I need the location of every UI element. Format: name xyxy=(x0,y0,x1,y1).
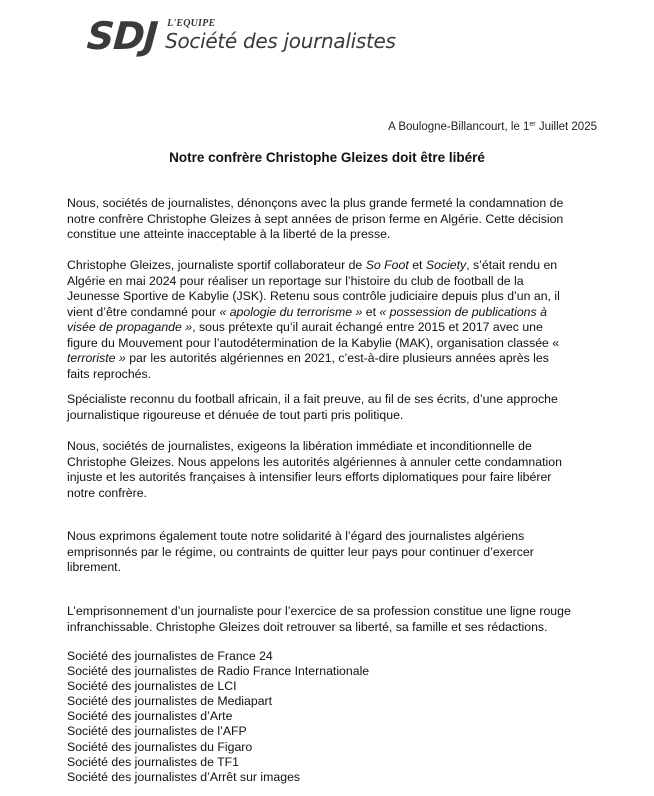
text-line: notre confrère Christophe Gleizes à sept années de prison ferme en Algérie. Cette décision xyxy=(67,211,564,226)
text-line: figure du Mouvement pour l’autodétermination de la Kabylie (MAK), organisation classée « xyxy=(67,335,560,350)
logo-initials: SDJ xyxy=(85,14,159,58)
publication-name: So Foot xyxy=(365,258,409,272)
text-line: constitue une atteinte inacceptable à la liberté de la presse. xyxy=(67,227,391,241)
logo-publication: L'EQUIPE xyxy=(167,18,216,29)
dateline-prefix: A Boulogne-Billancourt, le 1 xyxy=(388,121,530,133)
text-line: injuste et les autorités françaises à intensifier leurs efforts diplomatiques pour faire libérer xyxy=(67,470,552,484)
text-line: faits reprochés. xyxy=(67,366,152,381)
signatory-item: Société des journalistes de l’AFP xyxy=(67,724,247,739)
sdj-logo xyxy=(87,14,396,64)
signatory-item: Société des journalistes de Radio France Internationale xyxy=(67,664,370,679)
signatory-item: Société des journalistes de TF1 xyxy=(67,754,240,769)
text-line: Jeunesse Sportive de Kabylie (JSK). Retenu sous contrôle judiciaire depuis plus d’un an, il xyxy=(67,289,560,303)
text-line: Algérie en mai 2024 pour réaliser un reportage sur l’histoire du club de football de la xyxy=(67,273,524,288)
signatory-item: Société des journalistes de Mediapart xyxy=(67,694,273,709)
paragraph-conclusion xyxy=(67,604,607,635)
charge-quote: visée de propagande » xyxy=(67,320,193,334)
text-line: Spécialiste reconnu du football africain, il a fait preuve, au fil de ses écrits, d’une approche xyxy=(67,392,558,406)
text-line xyxy=(67,258,607,274)
text-line: journalistique rigoureuse et dénuée de tout parti pris politique. xyxy=(67,407,404,422)
text-line: L’emprisonnement d’un journaliste pour l’exercice de sa profession constitue une ligne rouge xyxy=(67,604,571,618)
text-run: vient d’être condamné pour xyxy=(67,304,220,319)
paragraph-specialist xyxy=(67,392,607,423)
text-line: Nous exprimons également toute notre solidarité à l’égard des journalistes algériens xyxy=(67,529,525,543)
text-run: Christophe Gleizes, journaliste sportif collaborateur de xyxy=(67,258,366,272)
text-run: et xyxy=(362,304,380,319)
paragraph-background xyxy=(67,258,607,382)
signatories-list xyxy=(67,649,607,785)
text-line: infranchissable. Christophe Gleizes doit retrouver sa liberté, sa famille et ses rédactions. xyxy=(67,619,548,634)
text-line: Christophe Gleizes. Nous appelons les autorités algériennes à annuler cette condamnation xyxy=(67,454,562,469)
text-line xyxy=(67,320,607,336)
publication-name: Society xyxy=(425,258,467,272)
text-line xyxy=(67,351,607,367)
text-run: , sous prétexte qu’il aurait échangé entre 2015 et 2017 avec une xyxy=(192,320,543,334)
signatory-item: Société des journalistes d’Arte xyxy=(67,709,233,724)
signatory-item: Société des journalistes du Figaro xyxy=(67,739,253,754)
dateline-superscript: er xyxy=(529,121,536,128)
signatory-item: Société des journalistes de LCI xyxy=(67,679,237,694)
text-run: par les autorités algériennes en 2021, c’est-à-dire plusieurs années après les xyxy=(125,351,549,365)
text-line: emprisonnés par le régime, ou contraints de quitter leur pays pour continuer d’exercer xyxy=(67,544,534,559)
charge-quote: « apologie du terrorisme » xyxy=(219,304,363,319)
document-title: Notre confrère Christophe Gleizes doit être libéré xyxy=(169,150,485,165)
text-line: librement. xyxy=(67,560,121,574)
paragraph-demand xyxy=(67,439,607,501)
logo-subtitle: Société des journalistes xyxy=(165,29,396,53)
text-line: notre confrère. xyxy=(67,485,147,500)
text-line: Nous, sociétés de journalistes, dénonçons avec la plus grande fermeté la condamnation de xyxy=(67,196,564,210)
signatory-item: Société des journalistes de France 24 xyxy=(67,649,273,663)
logo-text-block xyxy=(165,14,396,51)
dateline-suffix: Juillet 2025 xyxy=(535,121,597,133)
classification-quote: terroriste » xyxy=(67,351,126,365)
signatory-item: Société des journalistes d’Arrêt sur images xyxy=(67,769,301,784)
text-line: Nous, sociétés de journalistes, exigeons la libération immédiate et inconditionnelle de xyxy=(67,439,532,453)
dateline xyxy=(388,121,597,133)
text-run: et xyxy=(408,258,426,272)
text-line xyxy=(67,305,607,321)
text-run: , s’était rendu en xyxy=(466,258,558,272)
charge-quote: « possession de publications à xyxy=(379,304,547,319)
paragraph-condemnation xyxy=(67,196,607,243)
paragraph-solidarity xyxy=(67,529,607,576)
